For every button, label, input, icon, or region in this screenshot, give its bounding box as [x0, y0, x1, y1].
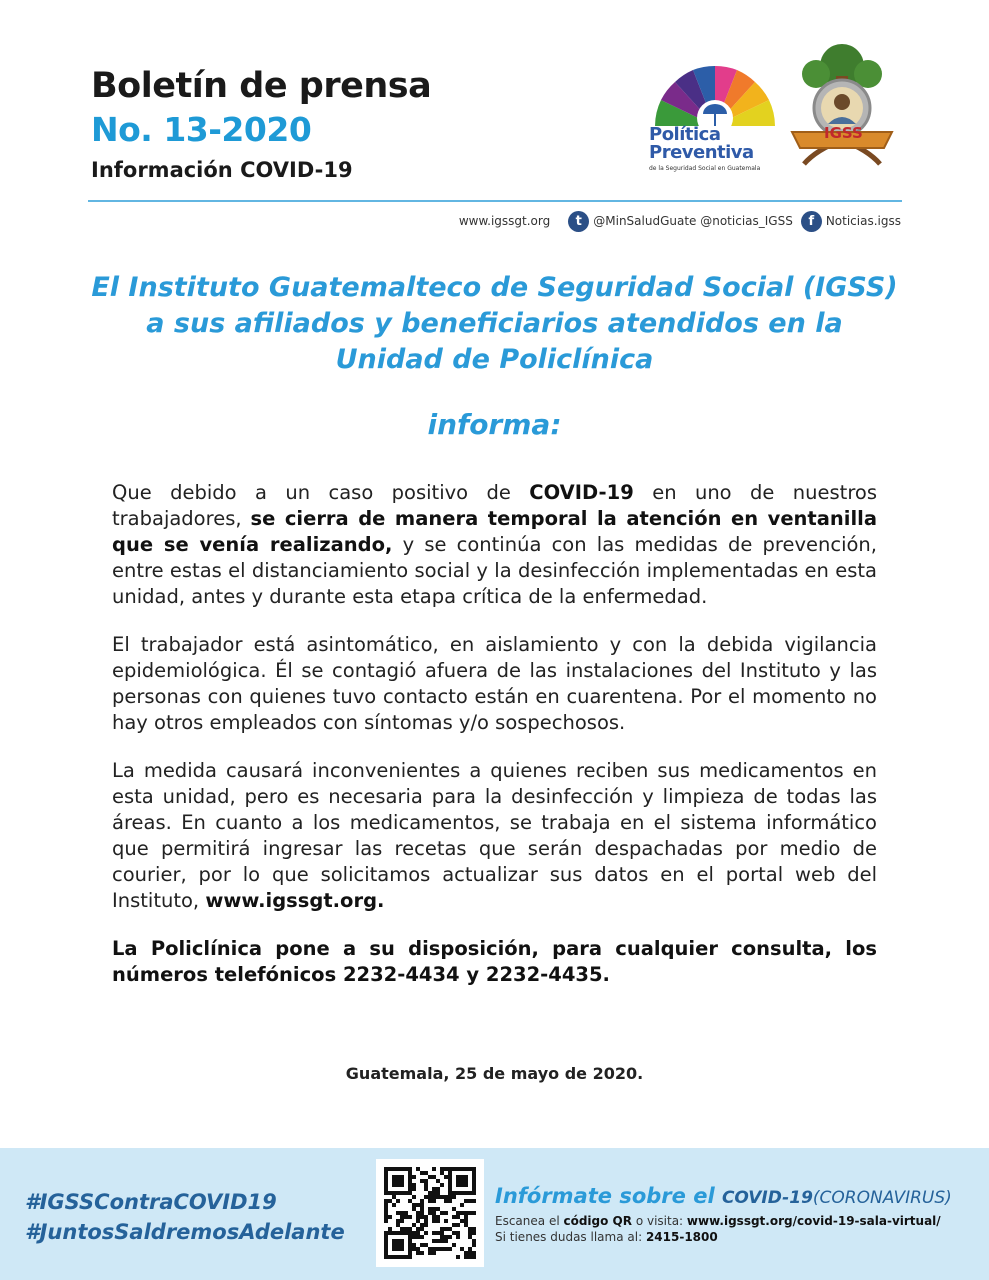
- press-date: Guatemala, 25 de mayo de 2020.: [345, 1064, 644, 1083]
- portal-link[interactable]: www.igssgt.org.: [205, 889, 385, 912]
- bulletin-subtitle: Información COVID-19: [91, 158, 353, 182]
- paragraph-2: El trabajador está asintomático, en aislamiento y con la debida vigilancia epidemiológica. Él se contagió afuera de las instalaciones del Instituto y las personas con quienes tuvo contacto están en cuarentena. Por el momento no hay otros empleados con síntomas y/o sospechosos.: [112, 633, 877, 734]
- politica-tagline: de la Seguridad Social en Guatemala: [649, 165, 761, 172]
- header-divider: [88, 200, 902, 202]
- bulletin-title: Boletín de prensa: [91, 66, 432, 106]
- covid-info-title: Infórmate sobre el COVID-19(CORONAVIRUS): [495, 1184, 952, 1208]
- press-headline: [40, 270, 949, 378]
- preventiva-word: Preventiva: [649, 142, 754, 163]
- footer-banner: [0, 1148, 989, 1280]
- igss-logo: [786, 40, 898, 170]
- sala-virtual-link[interactable]: www.igssgt.org/covid-19-sala-virtual/: [686, 1214, 941, 1228]
- umbrella-icon: [653, 48, 777, 128]
- qr-code-icon: [384, 1167, 476, 1259]
- headline-line-3: Unidad de Policlínica: [335, 344, 654, 375]
- informa-heading: informa:: [427, 408, 562, 441]
- press-body: [112, 480, 877, 1010]
- paragraph-4: La Policlínica pone a su disposición, para cualquier consulta, los números telefónicos 2232-4434 y 2232-4435.: [112, 937, 877, 986]
- scan-instructions: Escanea el código QR o visita: www.igssgt.org/covid-19-sala-virtual/: [495, 1214, 941, 1228]
- facebook-icon: f: [801, 211, 822, 232]
- politica-word: Política: [649, 124, 721, 145]
- phone-line: Si tienes dudas llama al: 2415-1800: [495, 1230, 718, 1244]
- igss-wordmark: IGSS: [824, 124, 863, 142]
- website-link[interactable]: www.igssgt.org: [458, 214, 551, 228]
- qr-code[interactable]: [376, 1159, 484, 1267]
- politica-preventiva-logo: [645, 48, 785, 176]
- hashtag-juntos-saldremos: #JuntosSaldremosAdelante: [25, 1220, 345, 1244]
- twitter-handles[interactable]: @MinSaludGuate @noticias_IGSS: [593, 214, 793, 228]
- social-links: [459, 209, 901, 233]
- helpline-number[interactable]: 2415-1800: [645, 1230, 718, 1244]
- paragraph-1: Que debido a un caso positivo de COVID-19 en uno de nuestros trabajadores, se cierra de manera temporal la atención en ventanilla que se venía realizando, y se continúa con las medidas de prevención, entre estas el distanciamiento social y la desinfección implementadas en esta unidad, antes y durante esta etapa crítica de la enfermedad.: [112, 481, 878, 608]
- twitter-icon: t: [568, 211, 589, 232]
- bulletin-number: No. 13-2020: [91, 110, 312, 149]
- facebook-page[interactable]: Noticias.igss: [825, 214, 901, 228]
- headline-line-2: a sus afiliados y beneficiarios atendidos en la: [146, 308, 843, 339]
- hashtag-igss-contra-covid: #IGSSContraCOVID19: [25, 1190, 277, 1214]
- paragraph-3: La medida causará inconvenientes a quienes reciben sus medicamentos en esta unidad, pero es necesaria para la desinfección y limpieza de todas las áreas. En cuanto a los medicamentos, se trabaja en el sistema informático que permitirá ingresar las recetas que serán despachadas por medio de courier, por lo que solicitamos actualizar sus datos en el portal web del Instituto, www.igssgt.org.: [112, 759, 877, 912]
- headline-line-1: El Instituto Guatemalteco de Seguridad Social (IGSS): [91, 272, 898, 303]
- igss-tree-seal-icon: [786, 40, 898, 170]
